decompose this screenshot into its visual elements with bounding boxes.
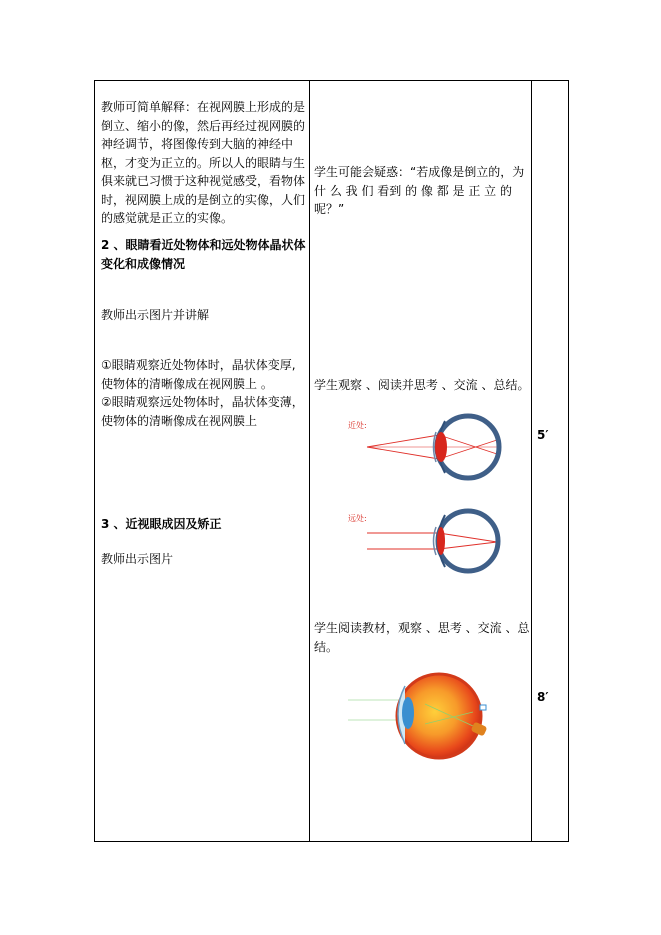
- far-object-note: ②眼睛观察远处物体时，晶状体变薄，使物体的清晰像成在视网膜上: [101, 395, 304, 428]
- student-observe: 学生观察 、阅读并思考 、交流 、总结。: [314, 378, 530, 392]
- teacher-explanation: 教师可简单解释：在视网膜上形成的是倒立、缩小的像，然后再经过视网膜的神经调节，将图像传到大脑的神经中枢，才变为正立的。所以人的眼睛与生俱来就已习惯于这种视觉感受，看物体时，视网膜上成的是倒立的实像，人们的感觉就是正立的实像。: [101, 100, 306, 225]
- time-8-min: 8′: [537, 690, 549, 704]
- teacher-shows-picture: 教师出示图片并讲解: [101, 308, 210, 322]
- far-label: 远处:: [348, 514, 367, 523]
- eyeball-figure: [345, 668, 505, 768]
- column-divider-1: [309, 81, 310, 841]
- near-object-note: ①眼睛观察近处物体时，晶状体变厚,使物体的清晰像成在视网膜上 。: [101, 358, 296, 391]
- time-5-min: 5′: [537, 428, 549, 442]
- section-heading-2: 2 、眼睛看近处物体和远处物体晶状体变化和成像情况: [101, 238, 306, 271]
- student-read: 学生阅读教材，观察 、思考 、交流 、总结。: [314, 621, 530, 654]
- near-label: 近处:: [348, 421, 367, 430]
- section-heading-3: 3 、近视眼成因及矫正: [101, 517, 222, 531]
- student-question: 学生可能会疑惑：“若成像是倒立的，为 什 么 我 们 看到 的 像 都 是 正 立 的呢？”: [314, 165, 525, 216]
- near-eye-diagram: [345, 405, 515, 485]
- teacher-shows-picture-2: 教师出示图片: [101, 552, 174, 566]
- column-divider-2: [531, 81, 532, 841]
- far-eye-diagram: [345, 500, 515, 580]
